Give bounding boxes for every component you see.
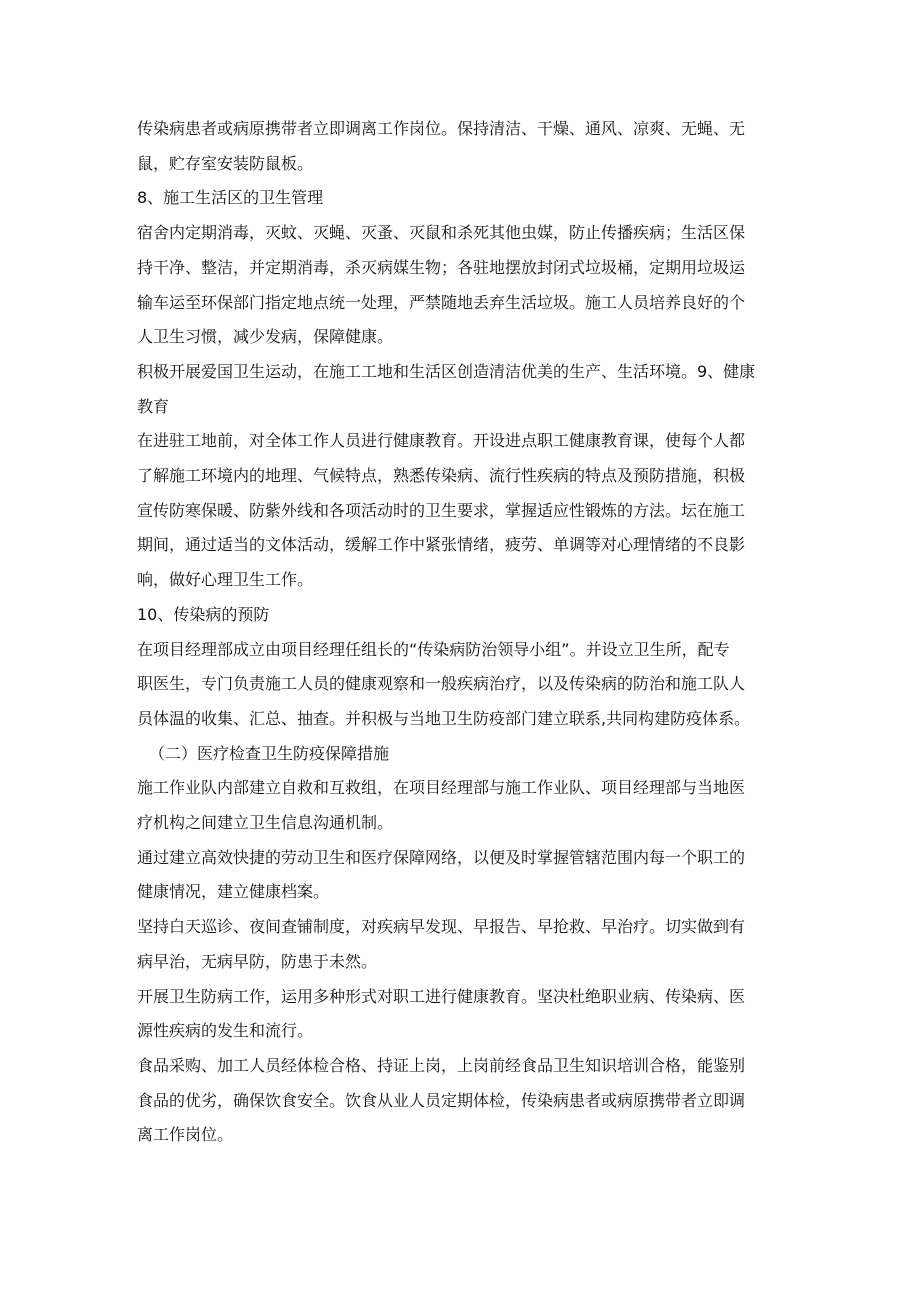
text-line: 施工作业队内部建立自救和互救组，在项目经理部与施工作业队、项目经理部与当地医 <box>137 778 746 798</box>
text-line: 宿舍内定期消毒，灭蚊、灭蝇、灭蚤、灭鼠和杀死其他虫媒，防止传播疾病；生活区保 <box>137 223 746 243</box>
section-heading: 10、传染病的预防 <box>137 604 270 624</box>
text-line: 职医生，专门负责施工人员的健康观察和一般疾病治疗，以及传染病的防治和施工队人 <box>137 674 746 694</box>
text-line: 传染病患者或病原携带者立即调离工作岗位。保持清洁、干燥、通风、凉爽、无蝇、无 <box>137 119 746 138</box>
document-body <box>137 112 787 1153</box>
text-line: 源性疾病的发生和流行。 <box>137 1021 314 1041</box>
text-line: 期间，通过适当的文体活动，缓解工作中紧张情绪，疲劳、单调等对心理情绪的不良影 <box>137 535 746 555</box>
text-line: 宣传防寒保暖、防紫外线和各项活动时的卫生要求，掌握适应性锻炼的方法。坛在施工 <box>137 500 746 520</box>
text-line: 食品采购、加工人员经体检合格、持证上岗，上岗前经食品卫生知识培训合格，能鉴别 <box>137 1055 746 1075</box>
text-line: 疗机构之间建立卫生信息沟通机制。 <box>137 813 394 833</box>
text-line: 教育 <box>137 396 170 416</box>
text-line: 健康情况，建立健康档案。 <box>137 882 330 902</box>
text-line: 病早治，无病早防，防患于未然。 <box>137 951 378 971</box>
text-line: 员体温的收集、汇总、抽查。并积极与当地卫生防疫部门建立联系,共同构建防疫体系。 <box>137 708 751 728</box>
text-line: 在进驻工地前，对全体工作人员进行健康教育。开设进点职工健康教育课，使每个人都 <box>137 431 746 451</box>
text-line: 持干净、整洁，并定期消毒，杀灭病媒生物；各驻地摆放封闭式垃圾桶，定期用垃圾运 <box>137 257 746 277</box>
text-line: 离工作岗位。 <box>137 1125 234 1145</box>
text-line: 响，做好心理卫生工作。 <box>137 570 314 590</box>
text-line: 坚持白天巡诊、夜间查铺制度，对疾病早发现、早报告、早抢救、早治疗。切实做到有 <box>137 917 746 937</box>
subsection-heading: （二）医疗检查卫生防疫保障措施 <box>149 743 390 763</box>
text-line: 了解施工环境内的地理、气候特点，熟悉传染病、流行性疾病的特点及预防措施，积极 <box>137 466 746 486</box>
text-line: 通过建立高效快捷的劳动卫生和医疗保障网络，以便及时掌握管辖范围内每一个职工的 <box>137 847 746 867</box>
text-line: 开展卫生防病工作，运用多种形式对职工进行健康教育。坚决杜绝职业病、传染病、医 <box>137 986 746 1006</box>
text-line: 在项目经理部成立由项目经理任组长的“传染病防治领导小组”。并设立卫生所，配专 <box>137 639 730 659</box>
section-heading: 8、施工生活区的卫生管理 <box>137 188 324 208</box>
text-line: 鼠，贮存室安装防鼠板。 <box>137 153 314 173</box>
text-line: 人卫生习惯，减少发病，保障健康。 <box>137 327 394 347</box>
text-line: 食品的优劣，确保饮食安全。饮食从业人员定期体检，传染病患者或病原携带者立即调 <box>137 1090 746 1110</box>
text-line: 输车运至环保部门指定地点统一处理，严禁随地丢弃生活垃圾。施工人员培养良好的个 <box>137 292 746 312</box>
text-line: 积极开展爱国卫生运动，在施工工地和生活区创造清洁优美的生产、生活环境。9、健康 <box>137 361 756 381</box>
